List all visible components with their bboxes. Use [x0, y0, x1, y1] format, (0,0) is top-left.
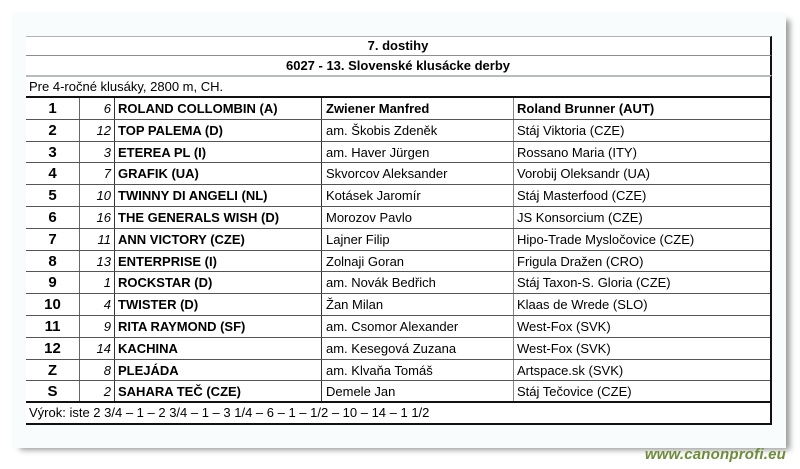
- start-number-cell: 3: [80, 142, 115, 163]
- start-number-cell: 8: [80, 360, 115, 381]
- owner-cell: Stáj Tečovice (CZE): [517, 384, 632, 400]
- start-number-cell: 6: [80, 98, 115, 119]
- place-cell: 1: [26, 98, 80, 119]
- driver-cell: am. Škobis Zdeněk: [322, 120, 514, 141]
- table-row: [26, 163, 770, 185]
- start-number-cell: 2: [80, 381, 115, 401]
- place-cell: 8: [26, 251, 80, 272]
- table-row: [26, 360, 770, 382]
- driver-cell: am. Kesegová Zuzana: [322, 338, 514, 359]
- table-row: [26, 251, 770, 273]
- place-cell: 7: [26, 229, 80, 250]
- place-cell: 6: [26, 207, 80, 228]
- place-cell: 10: [26, 294, 80, 315]
- horse-cell: THE GENERALS WISH (D): [115, 207, 322, 228]
- horse-cell: PLEJÁDA: [115, 360, 322, 381]
- start-number-cell: 1: [80, 272, 115, 293]
- place-cell: 3: [26, 142, 80, 163]
- owner-cell: JS Konsorcium (CZE): [517, 209, 643, 225]
- table-row: [26, 142, 770, 164]
- driver-cell: Zwiener Manfred: [322, 98, 514, 119]
- horse-cell: ANN VICTORY (CZE): [115, 229, 322, 250]
- driver-cell: am. Novák Bedřich: [322, 272, 514, 293]
- start-number-cell: 10: [80, 185, 115, 206]
- results-grid: [26, 96, 772, 403]
- watermark: www.canonprofi.eu: [644, 446, 786, 463]
- horse-cell: SAHARA TEČ (CZE): [115, 381, 322, 401]
- table-row: [26, 207, 770, 229]
- horse-cell: ENTERPRISE (I): [115, 251, 322, 272]
- driver-cell: Morozov Pavlo: [322, 207, 514, 228]
- start-number-cell: 13: [80, 251, 115, 272]
- driver-cell: Demele Jan: [322, 381, 514, 401]
- horse-cell: GRAFIK (UA): [115, 163, 322, 184]
- owner-cell: Rossano Maria (ITY): [517, 144, 637, 160]
- results-table: [26, 36, 772, 425]
- place-cell: Z: [26, 360, 80, 381]
- place-cell: 5: [26, 185, 80, 206]
- driver-cell: am. Csomor Alexander: [322, 316, 514, 337]
- owner-cell: Vorobij Oleksandr (UA): [517, 166, 650, 182]
- start-number-cell: 7: [80, 163, 115, 184]
- place-cell: 12: [26, 338, 80, 359]
- table-row: [26, 229, 770, 251]
- place-cell: 9: [26, 272, 80, 293]
- horse-cell: RITA RAYMOND (SF): [115, 316, 322, 337]
- start-number-cell: 14: [80, 338, 115, 359]
- table-row: [26, 294, 770, 316]
- place-cell: 4: [26, 163, 80, 184]
- owner-cell: Stáj Taxon-S. Gloria (CZE): [517, 275, 671, 291]
- horse-cell: ROCKSTAR (D): [115, 272, 322, 293]
- horse-cell: ROLAND COLLOMBIN (A): [115, 98, 322, 119]
- driver-cell: Kotásek Jaromír: [322, 185, 514, 206]
- driver-cell: am. Haver Jürgen: [322, 142, 514, 163]
- owner-cell: West-Fox (SVK): [517, 318, 611, 334]
- horse-cell: TWISTER (D): [115, 294, 322, 315]
- result-margins: Výrok: iste 2 3/4 – 1 – 2 3/4 – 1 – 3 1/4 – 6 – 1 – 1/2 – 10 – 14 – 1 1/2: [26, 403, 772, 425]
- table-row: [26, 338, 770, 360]
- place-cell: 11: [26, 316, 80, 337]
- driver-cell: am. Klvaňa Tomáš: [322, 360, 514, 381]
- horse-cell: KACHINA: [115, 338, 322, 359]
- start-number-cell: 12: [80, 120, 115, 141]
- driver-cell: Zolnaji Goran: [322, 251, 514, 272]
- race-conditions: Pre 4-ročné klusáky, 2800 m, CH.: [26, 75, 772, 96]
- horse-cell: TWINNY DI ANGELI (NL): [115, 185, 322, 206]
- owner-cell: Frigula Dražen (CRO): [517, 253, 644, 269]
- table-row: [26, 120, 770, 142]
- table-row: [26, 381, 770, 403]
- table-row: [26, 316, 770, 338]
- race-subtitle: 6027 - 13. Slovenské klusácke derby: [26, 55, 772, 75]
- table-row: [26, 185, 770, 207]
- owner-cell: Roland Brunner (AUT): [517, 101, 655, 116]
- owner-cell: Stáj Masterfood (CZE): [517, 188, 647, 204]
- start-number-cell: 16: [80, 207, 115, 228]
- owner-cell: Hipo-Trade Mysločovice (CZE): [517, 231, 695, 247]
- owner-cell: Artspace.sk (SVK): [517, 362, 624, 378]
- start-number-cell: 9: [80, 316, 115, 337]
- driver-cell: Skvorcov Aleksander: [322, 163, 514, 184]
- place-cell: S: [26, 381, 80, 401]
- driver-cell: Lajner Filip: [322, 229, 514, 250]
- table-row: [26, 272, 770, 294]
- table-row: [26, 98, 770, 120]
- place-cell: 2: [26, 120, 80, 141]
- race-title: 7. dostihy: [26, 36, 772, 55]
- start-number-cell: 4: [80, 294, 115, 315]
- start-number-cell: 11: [80, 229, 115, 250]
- horse-cell: ETEREA PL (I): [115, 142, 322, 163]
- owner-cell: West-Fox (SVK): [517, 340, 611, 356]
- driver-cell: Žan Milan: [322, 294, 514, 315]
- owner-cell: Klaas de Wrede (SLO): [517, 297, 648, 313]
- owner-cell: Stáj Viktoria (CZE): [517, 122, 625, 138]
- horse-cell: TOP PALEMA (D): [115, 120, 322, 141]
